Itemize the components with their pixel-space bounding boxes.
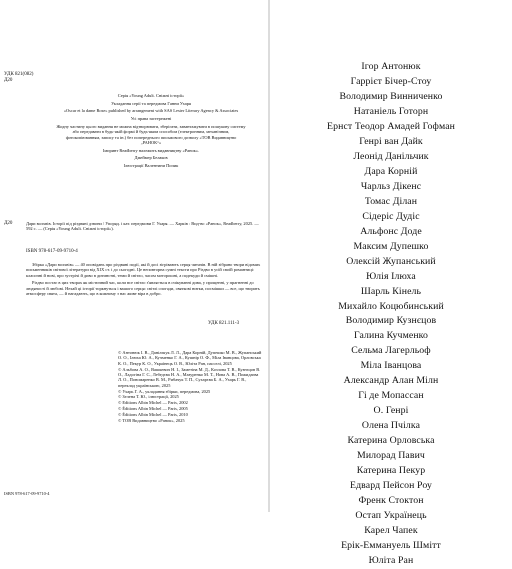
copyright-line: © Антонюк І. В., Данільчук Л. Л., Дара Корній, Дупешко М. В., Жупанський О. О., Ілюха Ю. А., Кучменко Г. А., Кушнір О. Ф., Міла Іванцова, Орловська К. О., Пекур К. О., Українець О. В., Юліта Ран, пасселі, 2025 — [118, 350, 262, 366]
author-name: Олексій Жупанський — [346, 255, 436, 267]
author-name: Ігор Антонюк — [361, 61, 421, 72]
imprint-block — [56, 93, 246, 171]
author-name: Милорад Павич — [357, 450, 425, 462]
isbn: ISBN 978-617-09-9710-4 — [26, 249, 78, 254]
copyright-line: © Ухарь Г. А., укладання збірки, передмова, 2025 — [118, 388, 211, 394]
rights-line: Усі права застережені — [130, 116, 172, 122]
author-name: Карел Чапек — [364, 525, 418, 537]
catalog-code: Д20 — [4, 221, 13, 226]
copyright-line: © Альбова А. О., Вашкевич Н. І., Заметіна М. Д., Козлова Т. В., Кузнєцов В. О., Ладогіна Г. С., Лебедєва Н. А., Мазуренко М. Т., Нова А. В., Пожидаєва Л. О., Пономаренко В. М., Рибачук Т. П., Сухарєва Б. А., Ухарь Г. В., переклад українською, 2025 — [118, 366, 261, 388]
author-name: Володимир Кузнєцов — [345, 315, 437, 327]
author-name: Юліта Ран — [368, 554, 414, 566]
annotation — [26, 262, 261, 298]
author-name: Галина Кучменко — [353, 330, 429, 342]
library-code: Д20 — [4, 78, 13, 83]
author-name: Катерина Орловська — [347, 435, 435, 447]
copyright-line: © Éditions Albin Michel — Paris, 2010 — [118, 411, 188, 417]
author-name: Володимир Винниченко — [339, 90, 443, 102]
author-name: Едвард Пейсон Роу — [350, 480, 432, 492]
annotation-paragraph: Збірка «Дари волхвів» — 40 оповідань про різдвяні події, які й досі зігрівають серця читачів. В ній зібрано твори відомих письменників світової літератури від XIX ст. і до сьогодні. Це неповторна сумні тексти про Різдво в усій своїй романтиці: класичні й нові, про зустрічі й диво в дитинстві, теми й світло, часом моторошні, а подекуди й смішні. — [26, 262, 261, 278]
author-name: Остап Українець — [355, 510, 427, 522]
copyright-block — [118, 350, 263, 423]
udk-secondary: УДК 821.111-3 — [208, 321, 240, 326]
author-name: Гі де Мопассан — [358, 390, 424, 402]
catalog-entry: Дари волхвів. Історії під різдвяні дзвони / Упоряд. і кат. передмови Г. Ухаря. — Харків : Вид-во «Ранок», Readberry, 2025. — 592 с. — (Серія «Young Adult. Сніжні історії»). — [26, 221, 259, 232]
author-name: Юлія Ілюха — [366, 270, 416, 282]
illustrator-line: Ілюстрації Валентини Попик — [123, 163, 179, 169]
author-name: Генрі ван Дайк — [359, 135, 423, 147]
udk-number: УДК 821(082) — [4, 72, 34, 77]
author-name: Катерина Пекур — [356, 465, 426, 477]
author-name: Томас Ділан — [364, 195, 418, 207]
author-name: Максим Дупешко — [353, 240, 429, 252]
copyright-line: © Зелена Т. Ю., ілюстрації, 2025 — [118, 394, 179, 400]
author-list — [270, 60, 512, 569]
author-name: Міла Іванцова — [360, 360, 422, 372]
author-name: Френк Стоктон — [358, 495, 424, 507]
left-page — [0, 0, 270, 512]
author-name: Ернст Теодор Амадей Гофман — [327, 120, 455, 132]
author-name: Сідеріс Дудіс — [362, 210, 420, 222]
author-name: Сельма Лагерльоф — [351, 345, 431, 357]
series-line: Серія «Young Adult. Сніжні історії» — [117, 93, 185, 98]
copyright-line: © Editions Albin Michel — Paris, 2002 — [118, 400, 188, 406]
author-name: Михайло Коцюбинський — [338, 300, 444, 312]
author-name: Чарльз Дікенс — [360, 180, 422, 192]
author-name: Альфонс Доде — [360, 225, 422, 237]
copyright-line: © ТОВ Видавництво «Ранок», 2025 — [118, 417, 185, 423]
author-name: Олена Пчілка — [361, 420, 421, 432]
isbn-footer: ISBN 978-617-09-9710-4 — [4, 491, 50, 496]
author-name: Александр Алан Мілн — [343, 375, 439, 387]
author-name: Ерік-Еммануель Шмітт — [341, 540, 441, 551]
copyright-line: © Éditions Albin Michel — Paris, 2005 — [118, 406, 188, 412]
author-name: Шарль Кінель — [360, 285, 422, 297]
author-name: Леонід Данільчик — [353, 150, 429, 162]
imprint-owner-line: Імпринт Readberry належить видавництву «Ранок». — [102, 147, 200, 153]
author-name: Гаррієт Бічер-Стоу — [350, 75, 432, 87]
author-name: Натаніель Готорн — [353, 105, 429, 117]
compiler-line: Укладання серії та передмова Ганни Ухаря — [111, 100, 191, 106]
reproduction-notice: Жодну частину цього видання не можна відтворювати, зберігати, завантажувати в пошукову систему або передавати в будь-якій формі й будь-яким способом (електронним, механічним, фотокопіюванням, запису та ін.) без попереднього письмового дозволу «ТОВ Видавництво „РАНОК“» — [56, 123, 246, 146]
author-name: О. Генрі — [373, 405, 409, 417]
author-name: Дара Корній — [364, 165, 418, 177]
annotation-paragraph: Різдво постає в цих творах як містичний час, коли все світло з'являється в очікуванні дива, у прощенні, у прагненні до людяності й любові. Нехай ці історії торкнуться і вашого серця: світлі спогади, святкові нитки, посмішки — все, що творить атмосферу свята, — й нагадають, що в кожному з нас живе віра в добро. — [26, 280, 260, 297]
designer-line: Джеймер Белаков — [134, 155, 168, 161]
udk-code — [4, 72, 33, 84]
license-line: «Oscar et la dame Rose» published by arrangement with SAS Lester Literary Agency & Associates — [63, 108, 239, 114]
